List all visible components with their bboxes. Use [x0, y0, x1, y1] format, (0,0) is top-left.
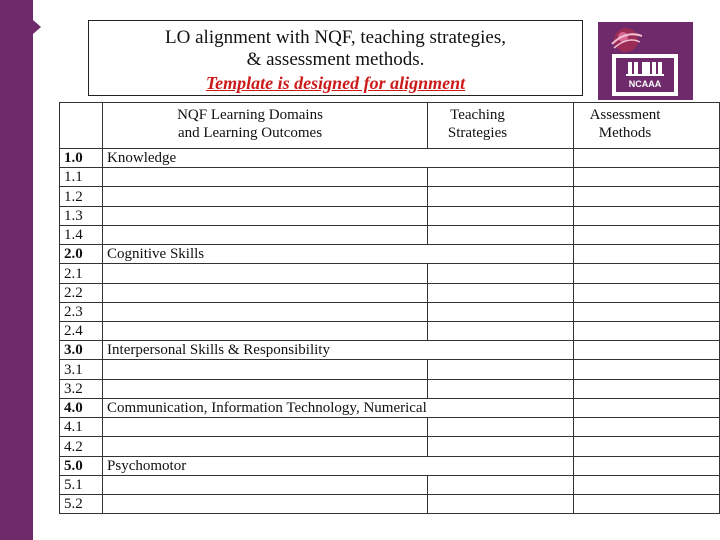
outcome-cell[interactable]: [103, 302, 428, 321]
header-cell-domains: [103, 103, 428, 149]
outcome-cell[interactable]: [103, 418, 428, 437]
table-row: [60, 321, 720, 340]
table-row: [60, 398, 720, 417]
outcome-cell[interactable]: [103, 360, 428, 379]
assessment-cell[interactable]: [573, 437, 719, 456]
table-row: [60, 245, 720, 264]
teaching-cell[interactable]: [427, 418, 573, 437]
domain-label: Communication, Information Technology, Numerical: [103, 398, 428, 417]
table-row: [60, 187, 720, 206]
header-assessment-line-2: Methods: [598, 125, 652, 141]
outcome-number: 1.0: [60, 149, 103, 168]
outcome-cell[interactable]: [103, 264, 428, 283]
outcome-number: 2.3: [60, 302, 103, 321]
header-domains-line-2: and Learning Outcomes: [177, 125, 323, 141]
teaching-cell[interactable]: [427, 437, 573, 456]
teaching-cell[interactable]: [427, 264, 573, 283]
domain-label: Interpersonal Skills & Responsibility: [103, 341, 428, 360]
outcome-cell[interactable]: [103, 168, 428, 187]
table-row: [60, 225, 720, 244]
logo-text: NCAAA: [628, 79, 662, 89]
table-header-row: [60, 103, 720, 149]
outcome-cell[interactable]: [103, 187, 428, 206]
assessment-cell[interactable]: [573, 245, 719, 264]
outcome-cell[interactable]: [103, 379, 428, 398]
teaching-cell[interactable]: [427, 149, 573, 168]
assessment-cell[interactable]: [573, 494, 719, 513]
assessment-cell[interactable]: [573, 475, 719, 494]
assessment-cell[interactable]: [573, 168, 719, 187]
teaching-cell[interactable]: [427, 341, 573, 360]
teaching-cell[interactable]: [427, 302, 573, 321]
outcome-cell[interactable]: [103, 206, 428, 225]
assessment-cell[interactable]: [573, 149, 719, 168]
domain-label: Psychomotor: [103, 456, 428, 475]
table-row: [60, 302, 720, 321]
assessment-cell[interactable]: [573, 341, 719, 360]
title-line-1: LO alignment with NQF, teaching strategies,: [165, 27, 506, 48]
assessment-cell[interactable]: [573, 379, 719, 398]
teaching-cell[interactable]: [427, 475, 573, 494]
ncaaa-logo-icon: [598, 22, 693, 100]
teaching-cell[interactable]: [427, 283, 573, 302]
outcome-cell[interactable]: [103, 475, 428, 494]
outcome-number: 4.2: [60, 437, 103, 456]
teaching-cell[interactable]: [427, 456, 573, 475]
assessment-cell[interactable]: [573, 456, 719, 475]
accent-notch: [33, 20, 41, 34]
assessment-cell[interactable]: [573, 360, 719, 379]
teaching-cell[interactable]: [427, 494, 573, 513]
teaching-cell[interactable]: [427, 206, 573, 225]
header-cell-teaching: [427, 103, 573, 149]
title-box: [88, 20, 583, 96]
assessment-cell[interactable]: [573, 225, 719, 244]
outcome-number: 3.1: [60, 360, 103, 379]
domain-label: Cognitive Skills: [103, 245, 428, 264]
outcome-number: 5.1: [60, 475, 103, 494]
outcome-number: 1.1: [60, 168, 103, 187]
table-row: [60, 341, 720, 360]
assessment-cell[interactable]: [573, 398, 719, 417]
assessment-cell[interactable]: [573, 321, 719, 340]
table-row: [60, 149, 720, 168]
outcome-cell[interactable]: [103, 225, 428, 244]
outcome-number: 2.2: [60, 283, 103, 302]
outcome-number: 2.0: [60, 245, 103, 264]
outcome-number: 2.1: [60, 264, 103, 283]
teaching-cell[interactable]: [427, 245, 573, 264]
outcome-number: 1.3: [60, 206, 103, 225]
teaching-cell[interactable]: [427, 168, 573, 187]
teaching-cell[interactable]: [427, 225, 573, 244]
teaching-cell[interactable]: [427, 398, 573, 417]
outcome-number: 4.1: [60, 418, 103, 437]
outcome-number: 2.4: [60, 321, 103, 340]
header-teaching-line-1: Teaching: [450, 107, 505, 123]
subtitle: Template is designed for alignment: [205, 73, 466, 93]
outcome-cell[interactable]: [103, 321, 428, 340]
table-row: [60, 360, 720, 379]
assessment-cell[interactable]: [573, 206, 719, 225]
outcome-cell[interactable]: [103, 283, 428, 302]
header-cell-assessment: [573, 103, 719, 149]
assessment-cell[interactable]: [573, 264, 719, 283]
table-row: [60, 437, 720, 456]
table-row: [60, 379, 720, 398]
outcome-number: 1.4: [60, 225, 103, 244]
table-row: [60, 206, 720, 225]
assessment-cell[interactable]: [573, 187, 719, 206]
left-accent-bar: [0, 0, 33, 540]
table-row: [60, 475, 720, 494]
header-domains-line-1: NQF Learning Domains: [177, 107, 323, 123]
teaching-cell[interactable]: [427, 321, 573, 340]
header-cell-number: [60, 103, 103, 149]
table-row: [60, 168, 720, 187]
outcome-number: 1.2: [60, 187, 103, 206]
outcome-number: 3.2: [60, 379, 103, 398]
table-row: [60, 494, 720, 513]
domain-label: Knowledge: [103, 149, 428, 168]
alignment-table-body: [60, 103, 720, 514]
assessment-cell[interactable]: [573, 302, 719, 321]
outcome-number: 4.0: [60, 398, 103, 417]
table-row: [60, 283, 720, 302]
table-row: [60, 456, 720, 475]
title-line-2: & assessment methods.: [246, 49, 425, 70]
outcome-number: 3.0: [60, 341, 103, 360]
outcome-number: 5.0: [60, 456, 103, 475]
table-row: [60, 418, 720, 437]
table-row: [60, 264, 720, 283]
teaching-cell[interactable]: [427, 187, 573, 206]
header-assessment-line-1: Assessment: [589, 107, 661, 123]
teaching-cell[interactable]: [427, 379, 573, 398]
teaching-cell[interactable]: [427, 360, 573, 379]
alignment-table: [59, 102, 720, 514]
outcome-number: 5.2: [60, 494, 103, 513]
assessment-cell[interactable]: [573, 283, 719, 302]
outcome-cell[interactable]: [103, 494, 428, 513]
header-teaching-line-2: Strategies: [447, 125, 508, 141]
assessment-cell[interactable]: [573, 418, 719, 437]
outcome-cell[interactable]: [103, 437, 428, 456]
